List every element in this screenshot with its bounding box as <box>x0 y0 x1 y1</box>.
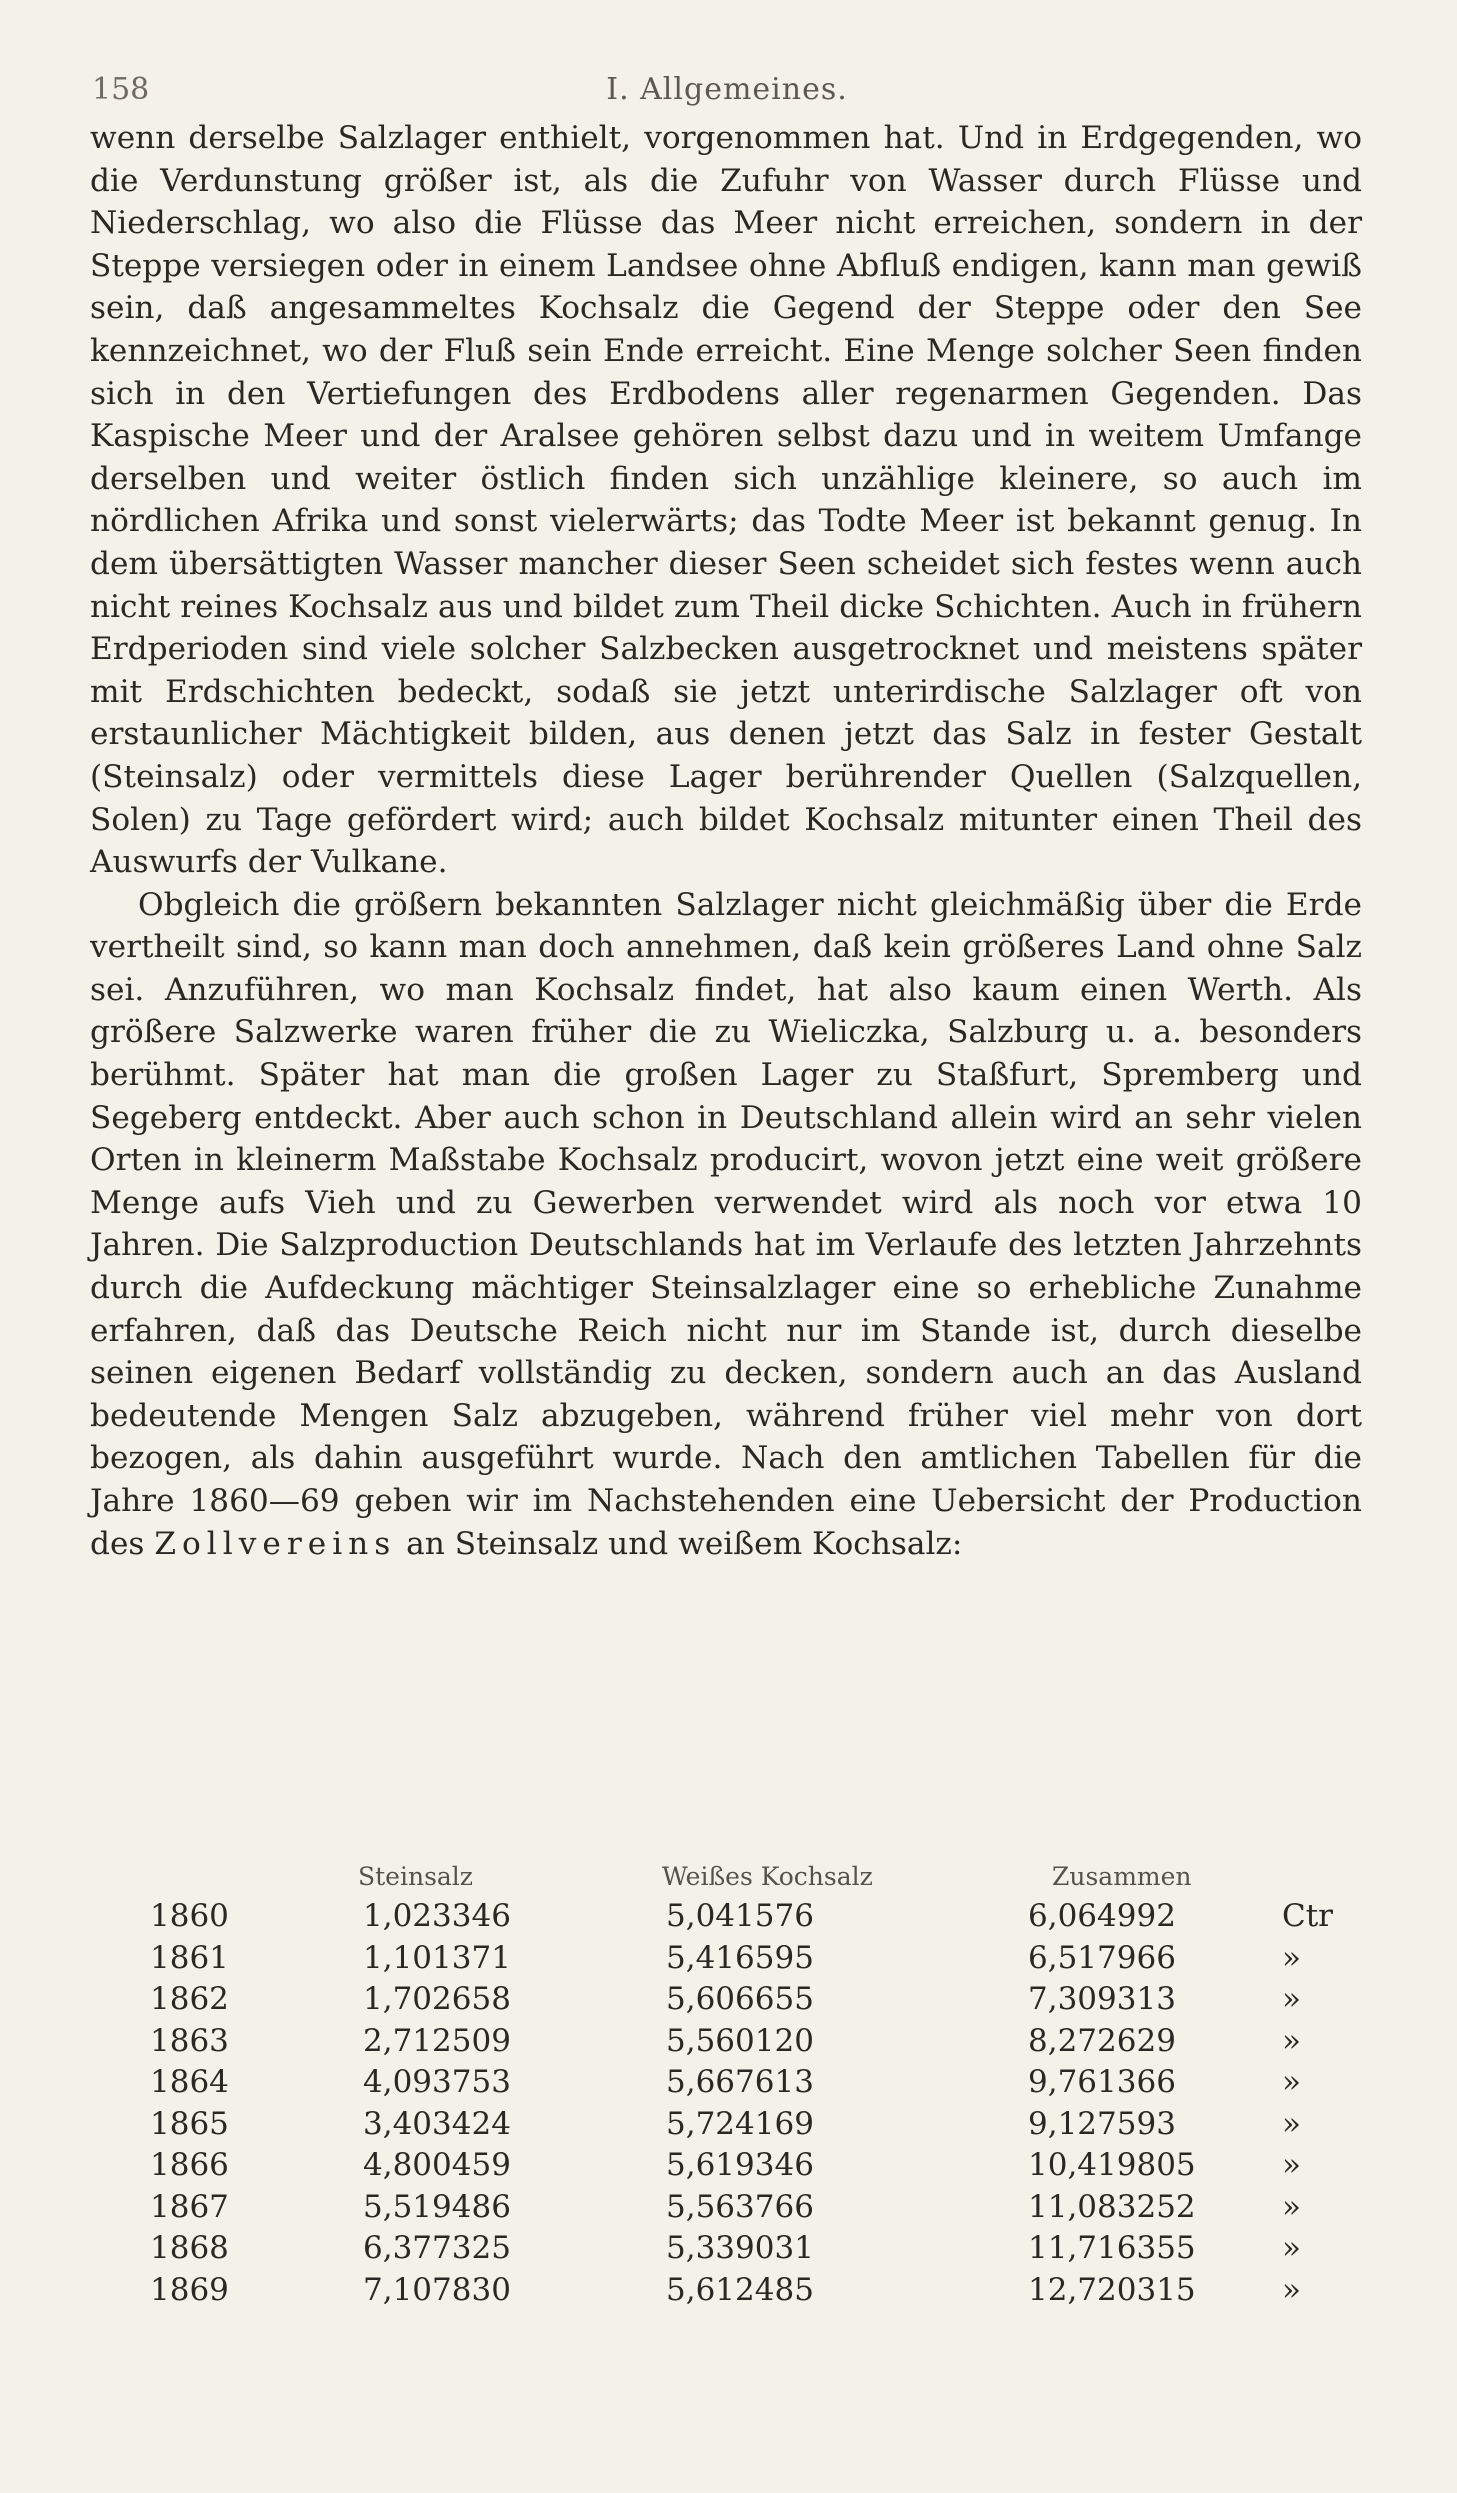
cell-unit: » <box>1282 2230 1301 2266</box>
cell-steinsalz: 1,101371 <box>363 1939 511 1976</box>
cell-weisses-kochsalz: 5,724169 <box>666 2105 814 2142</box>
cell-weisses-kochsalz: 5,041576 <box>666 1898 814 1934</box>
cell-steinsalz: 4,800459 <box>363 2147 511 2183</box>
cell-zusammen: 9,761366 <box>1028 2064 1176 2100</box>
table-row <box>150 2270 1350 2312</box>
cell-unit: » <box>1282 2064 1301 2100</box>
cell-year: 1868 <box>150 2230 229 2266</box>
cell-zusammen: 6,064992 <box>1028 1898 1176 1934</box>
table-row <box>150 1938 1350 1980</box>
cell-weisses-kochsalz: 5,612485 <box>666 2271 814 2308</box>
cell-steinsalz: 5,519486 <box>363 2188 511 2225</box>
cell-zusammen: 6,517966 <box>1028 1939 1176 1976</box>
header-zusammen: Zusammen <box>1052 1862 1192 1891</box>
table-row <box>150 2187 1350 2229</box>
cell-zusammen: 8,272629 <box>1028 2022 1176 2059</box>
cell-steinsalz: 1,702658 <box>363 1981 511 2017</box>
cell-unit: Ctr <box>1282 1898 1333 1934</box>
paragraph-2-text: Obgleich die größern bekannten Salzlager nicht gleichmäßig über die Erde vertheilt sind, so kann man doch annehmen, daß kein größeres Land ohne Salz sei. Anzuführen, wo man Kochsalz findet, hat also kaum einen Werth. Als größere Salzwerke waren früher die zu Wieliczka, Salzburg u. a. besonders berühmt. Später hat man die großen Lager zu Staßfurt, Spremberg und Segeberg entdeckt. Aber auch schon in Deutschland allein wird an sehr vielen Orten in kleinerm Maßstabe Kochsalz producirt, wovon jetzt eine weit größere Menge aufs Vieh und zu Gewerben verwendet wird als noch vor etwa 10 Jahren. Die Salzproduction Deutschlands hat im Verlaufe des letzten Jahrzehnts durch die Aufdeckung mächtiger Steinsalzlager eine so erhebliche Zunahme erfahren, daß das Deutsche Reich nicht nur im Stande ist, durch dieselbe seinen eigenen Bedarf vollständig zu decken, sondern auch an das Ausland bedeutende Mengen Salz abzugeben, während früher viel mehr von dort bezogen, als dahin ausgeführt wurde. Nach den amtlichen Tabellen für die Jahre 1860—69 geben wir im Nachstehenden eine Uebersicht der Production des <box>90 886 1362 1562</box>
table-rows <box>150 1896 1350 2311</box>
page-header <box>92 72 1362 112</box>
paragraph-2 <box>90 884 1362 1566</box>
page-number: 158 <box>92 72 150 107</box>
cell-steinsalz: 3,403424 <box>363 2105 511 2142</box>
cell-unit: » <box>1282 1939 1301 1976</box>
cell-year: 1869 <box>150 2271 229 2308</box>
cell-unit: » <box>1282 2271 1301 2308</box>
cell-weisses-kochsalz: 5,339031 <box>666 2230 814 2266</box>
salt-production-table <box>150 1862 1350 2311</box>
table-header <box>150 1862 1350 1896</box>
cell-zusammen: 12,720315 <box>1028 2271 1196 2308</box>
cell-unit: » <box>1282 2188 1301 2225</box>
cell-weisses-kochsalz: 5,606655 <box>666 1981 814 2017</box>
cell-year: 1864 <box>150 2064 229 2100</box>
cell-weisses-kochsalz: 5,667613 <box>666 2064 814 2100</box>
cell-unit: » <box>1282 1981 1301 2017</box>
cell-year: 1863 <box>150 2022 229 2059</box>
cell-steinsalz: 2,712509 <box>363 2022 511 2059</box>
cell-unit: » <box>1282 2022 1301 2059</box>
table-row <box>150 2021 1350 2063</box>
paragraph-2-end: an Steinsalz und weißem Kochsalz: <box>396 1525 963 1562</box>
cell-year: 1862 <box>150 1981 229 2017</box>
cell-year: 1866 <box>150 2147 229 2183</box>
cell-steinsalz: 6,377325 <box>363 2230 511 2266</box>
paragraph-1: wenn derselbe Salzlager enthielt, vorgenommen hat. Und in Erdgegenden, wo die Verdunstung größer ist, als die Zufuhr von Wasser durch Flüsse und Niederschlag, wo also die Flüsse das Meer nicht erreichen, sondern in der Steppe versiegen oder in einem Landsee ohne Abfluß endigen, kann man gewiß sein, daß angesammeltes Kochsalz die Gegend der Steppe oder den See kennzeichnet, wo der Fluß sein Ende erreicht. Eine Menge solcher Seen finden sich in den Vertiefungen des Erdbodens aller regenarmen Gegenden. Das Kaspische Meer und der Aralsee gehören selbst dazu und in weitem Umfange derselben und weiter östlich finden sich unzählige kleinere, so auch im nördlichen Afrika und sonst vielerwärts; das Todte Meer ist bekannt genug. In dem übersättigten Wasser mancher dieser Seen scheidet sich festes wenn auch nicht reines Kochsalz aus und bildet zum Theil dicke Schichten. Auch in frühern Erdperioden sind viele solcher Salzbecken ausgetrocknet und meistens später mit Erdschichten bedeckt, sodaß sie jetzt unterirdische Salzlager oft von erstaunlicher Mächtigkeit bilden, aus denen jetzt das Salz in fester Gestalt (Steinsalz) oder vermittels diese Lager berührender Quellen (Salzquellen, Solen) zu Tage gefördert wird; auch bildet Kochsalz mitunter einen Theil des Auswurfs der Vulkane. <box>90 120 1362 881</box>
cell-weisses-kochsalz: 5,619346 <box>666 2147 814 2183</box>
cell-weisses-kochsalz: 5,560120 <box>666 2022 814 2059</box>
cell-year: 1860 <box>150 1898 229 1934</box>
table-row <box>150 2228 1350 2270</box>
cell-zusammen: 7,309313 <box>1028 1981 1176 2017</box>
cell-zusammen: 9,127593 <box>1028 2105 1176 2142</box>
table-row <box>150 1896 1350 1938</box>
table-row <box>150 1979 1350 2021</box>
body-text <box>90 117 1362 1565</box>
cell-zusammen: 10,419805 <box>1028 2147 1196 2183</box>
cell-zusammen: 11,083252 <box>1028 2188 1196 2225</box>
cell-year: 1865 <box>150 2105 229 2142</box>
cell-steinsalz: 7,107830 <box>363 2271 511 2308</box>
running-title: I. Allgemeines. <box>606 72 848 107</box>
cell-year: 1861 <box>150 1939 229 1976</box>
header-weisses-kochsalz: Weißes Kochsalz <box>662 1862 873 1891</box>
table-row <box>150 2062 1350 2104</box>
cell-zusammen: 11,716355 <box>1028 2230 1196 2266</box>
table-row <box>150 2104 1350 2146</box>
zollverein-emphasis: Zollvereins <box>154 1525 397 1562</box>
cell-weisses-kochsalz: 5,563766 <box>666 2188 814 2225</box>
table-row <box>150 2145 1350 2187</box>
cell-steinsalz: 1,023346 <box>363 1898 511 1934</box>
cell-unit: » <box>1282 2147 1301 2183</box>
cell-year: 1867 <box>150 2188 229 2225</box>
cell-weisses-kochsalz: 5,416595 <box>666 1939 814 1976</box>
cell-unit: » <box>1282 2105 1301 2142</box>
header-steinsalz: Steinsalz <box>358 1862 473 1891</box>
cell-steinsalz: 4,093753 <box>363 2064 511 2100</box>
